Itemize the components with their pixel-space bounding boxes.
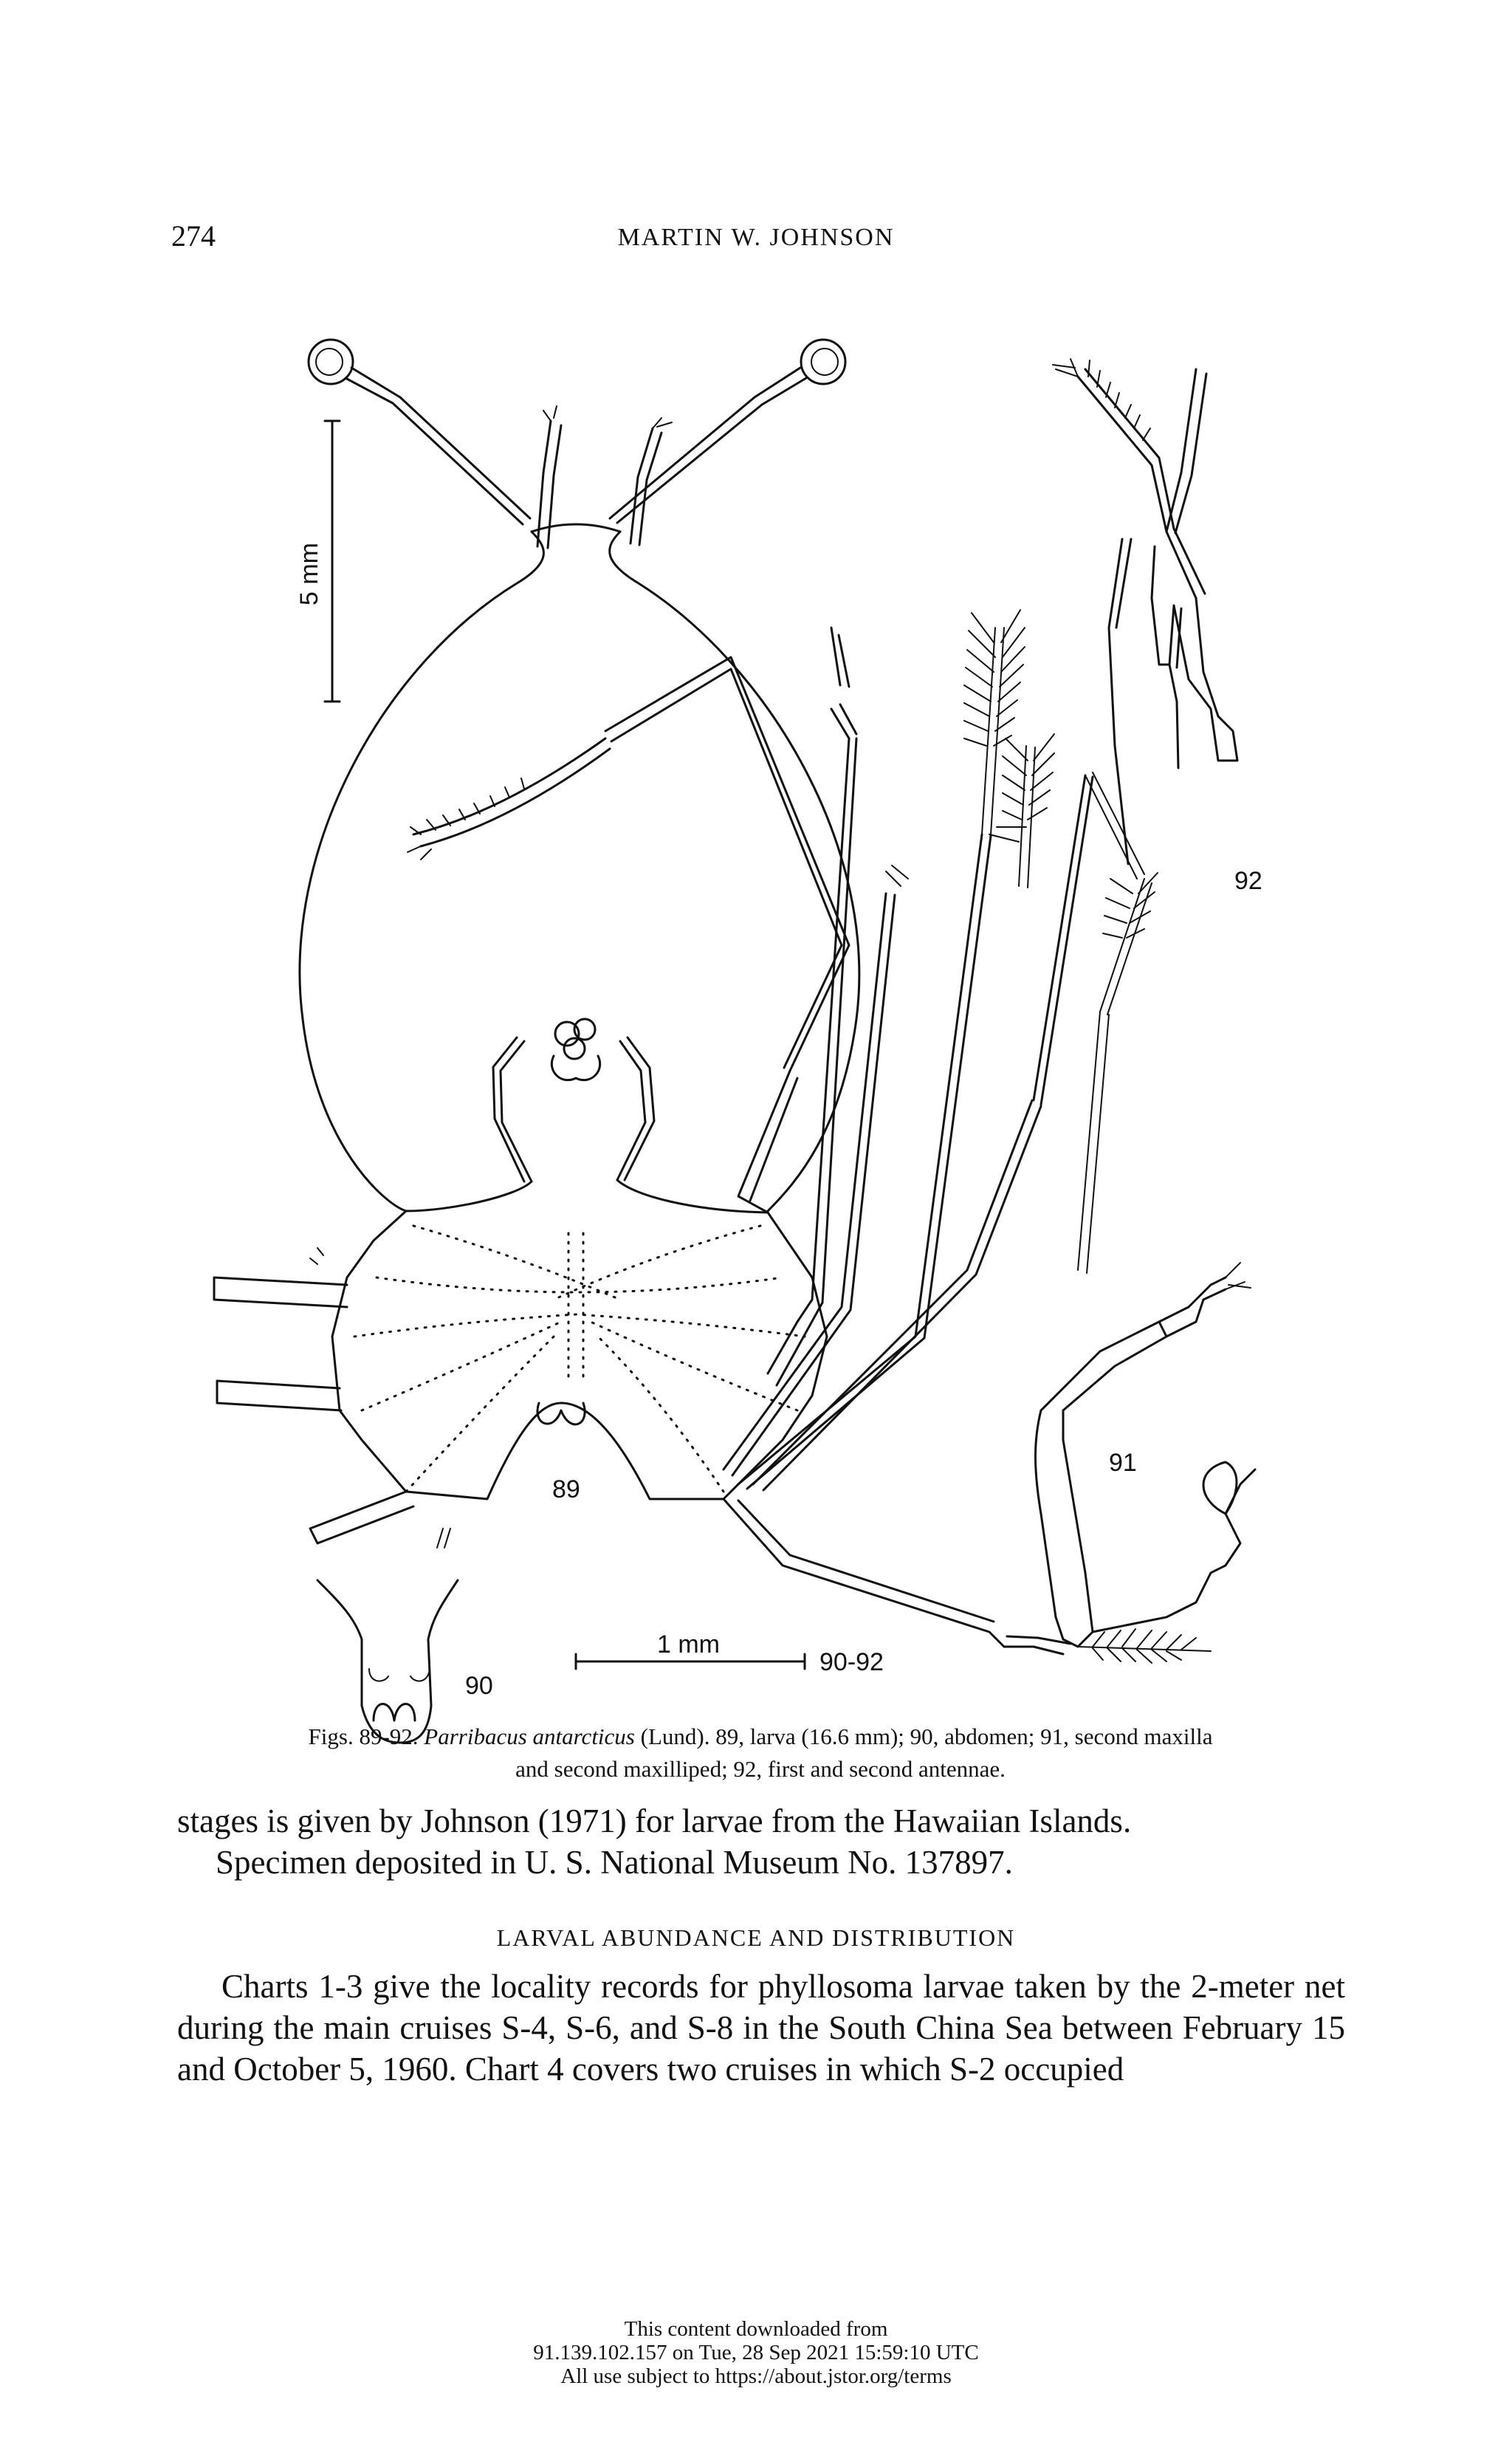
figure-label-89: 89 bbox=[552, 1475, 580, 1503]
maxilliped-drawing bbox=[1036, 1263, 1256, 1647]
scale-bar-5mm-label: 5 mm bbox=[295, 543, 323, 606]
abdomen-drawing bbox=[317, 1580, 458, 1743]
scale-bar-range-label: 90-92 bbox=[819, 1648, 884, 1676]
larva-drawing bbox=[214, 340, 1211, 1663]
body-paragraph-1-line-1: stages is given by Johnson (1971) for larvae from the Hawaiian Islands. bbox=[177, 1802, 1132, 1839]
section-heading: LARVAL ABUNDANCE AND DISTRIBUTION bbox=[496, 1924, 1016, 1951]
caption-prefix: Figs. 89-92. bbox=[308, 1723, 419, 1749]
figure-caption bbox=[185, 1721, 1336, 1786]
page-number: 274 bbox=[171, 219, 216, 253]
figure-label-90: 90 bbox=[465, 1672, 493, 1700]
caption-species: Parribacus antarcticus bbox=[424, 1723, 635, 1749]
footer-line-3: All use subject to https://about.jstor.org/terms bbox=[560, 2364, 952, 2388]
footer-line-2: 91.139.102.157 on Tue, 28 Sep 2021 15:59:10 UTC bbox=[533, 2341, 979, 2364]
caption-authority: (Lund). bbox=[640, 1723, 710, 1749]
running-head: MARTIN W. JOHNSON bbox=[617, 224, 895, 251]
figure-label-92: 92 bbox=[1234, 867, 1262, 895]
jstor-footer bbox=[0, 2317, 1512, 2388]
figure-label-91: 91 bbox=[1109, 1449, 1137, 1477]
caption-line-2: and second maxilliped; 92, first and second antennae. bbox=[515, 1756, 1006, 1782]
caption-text: 89, larva (16.6 mm); 90, abdomen; 91, second maxilla bbox=[715, 1723, 1213, 1749]
scale-bar-1mm-label: 1 mm bbox=[657, 1630, 720, 1659]
body-paragraph-1-line-2: Specimen deposited in U. S. National Museum No. 137897. bbox=[216, 1844, 1013, 1881]
figure-plate bbox=[207, 318, 1262, 1721]
scale-bar-5mm bbox=[325, 421, 340, 702]
footer-line-1: This content downloaded from bbox=[624, 2317, 888, 2341]
caption-line-1 bbox=[185, 1721, 1336, 1753]
antennae-drawing bbox=[1053, 359, 1237, 864]
body-paragraph-2: Charts 1-3 give the locality records for phyllosoma larvae taken by the 2-meter net during the main cruises S-4, S-6, and S-8 in the South China Sea between February 15 and October 5, 1960. Chart 4 covers two cruises in which S-2 occupied bbox=[177, 1968, 1345, 2088]
